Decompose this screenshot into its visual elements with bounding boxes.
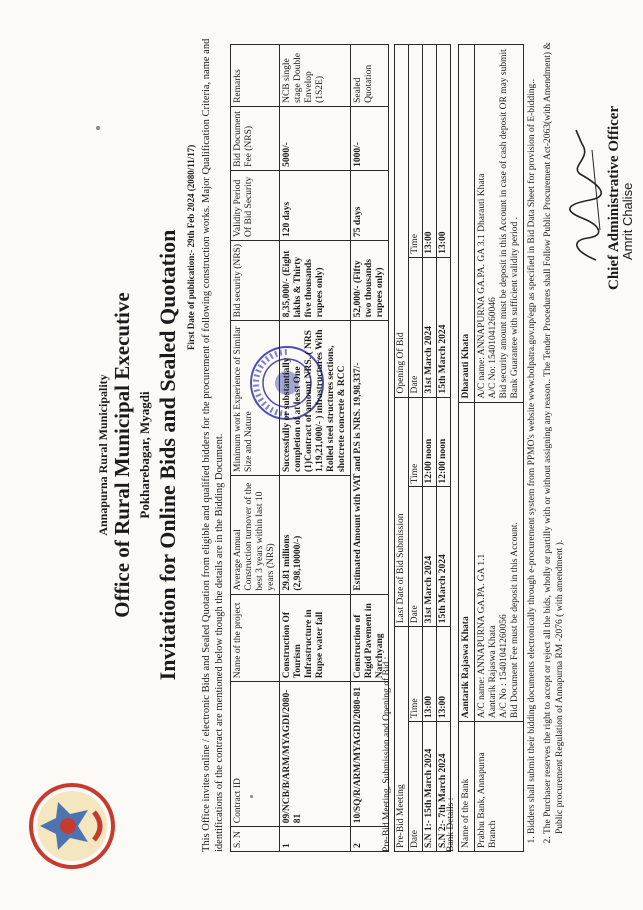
cell-contract-id: 09/NCB/B/ARM/MYAGDI/2080-81 — [280, 682, 351, 827]
header-remarks: Remarks — [231, 45, 280, 107]
cell-doc-fee: 5000/- — [280, 106, 351, 170]
cell-open-time: 13:00 — [437, 45, 451, 258]
header-date: Date — [409, 257, 423, 397]
cell-bank-name: Prabhu Bank, Annapurna Branch — [475, 722, 524, 852]
header-project-name: Name of the project — [231, 594, 280, 682]
header-last-submission: Last Date of Bid Submission — [395, 397, 409, 627]
header-date: Date — [409, 722, 423, 852]
scan-speck — [250, 795, 253, 798]
bank-details-table — [458, 44, 524, 852]
note-item: 1. Bidders shall submit their bidding documents electronically through e-procurement system from PPMO's website www.bolpatra.gov.np/egp as specified in Bid Data Sheet for provision of E-bidding.. — [526, 22, 538, 834]
nepal-emblem-icon — [28, 782, 116, 870]
cell-estimated-amount: Estimated Amount with VAT and P.S is NRS. 19,98,337/- — [351, 321, 389, 594]
municipality-name: Annapurna Rural Municipality — [96, 374, 110, 536]
cell-dharauti-details — [475, 45, 524, 403]
header-dharauti-khata: Dharauti Khata — [459, 45, 475, 403]
cell-remarks: Sealed Quotation — [351, 45, 389, 107]
cell-open-date: 31st March 2024 — [423, 257, 437, 397]
header-experience: Minimum work Experience of Similar Size and Nature — [231, 321, 280, 476]
signatory-title: Chief Administrative Officer — [606, 105, 622, 290]
table-row — [437, 45, 451, 852]
note-item: 2. The Purchaser reserves the right to accept or reject all the bids, wholly or partilly with or without assigning any reason.. The Tender Procedures shall Follow Public Procurement Act-2063(with Amendment) & Public procurement Regulation of Annapurna RM -2076 ( with amendment ). — [542, 22, 566, 834]
cell-turnover: 29.81 millions (2,98,10000/-) — [280, 476, 351, 595]
table-header-row — [231, 45, 280, 852]
prebid-section-label: Pre-Bid Meeting, Submission and Opening of Bid : — [382, 656, 392, 852]
cell-experience: Successfully or substantially completion of at least One (1)Contract of amount NRS. ( NRS 1,19,21,000/- ) infrastructures With Rolled steel structures sections, shotcrete concrete & RCC — [280, 321, 351, 476]
dharauti-ac-no: A/C No: 15401041260046 — [488, 297, 498, 399]
header-sn: S. N — [231, 827, 280, 852]
cell-project-name: Construction Of Tourism Infrastructure in Rupse water fall — [280, 594, 351, 682]
header-bank-name: Name of the Bank — [459, 722, 475, 852]
cell-project-name: Construction of Rigid Pavement in Narchyang — [351, 594, 389, 682]
scan-speck — [96, 126, 100, 130]
table-row — [280, 45, 351, 852]
cell-validity: 75 days — [351, 170, 389, 240]
aantarik-ac-name: A/C name: ANNAPURNA GA.PA. GA 1.1 — [477, 553, 487, 719]
dharauti-ac-name: A/C name: ANNAPURNA GA.PA. GA 3.1 Dharauti Khata — [477, 173, 487, 399]
table-row — [475, 45, 524, 852]
cell-bid-security: 52,000/- (Fifty two thousands rupees only) — [351, 240, 389, 320]
header-validity: Validity Period Of Bid Security — [231, 170, 280, 240]
cell-sn: 2 — [351, 827, 389, 852]
cell-prebid-date: S.N 2:- 7th March 2024 — [437, 722, 451, 852]
office-location: Pokharebagar, Myagdi — [137, 391, 152, 519]
cell-prebid-time: 13:00 — [423, 627, 437, 722]
publication-date: First Date of publication:- 29th Feb 2024 (2080/11/17) — [186, 144, 196, 350]
header-time: Time — [409, 627, 423, 722]
header-doc-fee: Bid Document Fee (NRS) — [231, 106, 280, 170]
cell-prebid-time: 13:00 — [437, 627, 451, 722]
cell-last-time: 12:00 noon — [437, 397, 451, 487]
header-contract-id: Contract ID — [231, 682, 280, 827]
prebid-schedule-table — [394, 44, 451, 852]
bank-section-label: Bank Details : — [446, 797, 456, 852]
dharauti-note: Bid security amount must be deposit in this Account in case of cash deposit OR may submit Bank Guarantee with sufficient validity period . — [499, 49, 520, 399]
header-time: Time — [409, 45, 423, 258]
aantarik-khata: Aantarik Rajaswa Khata — [488, 625, 498, 719]
signature-icon — [562, 120, 606, 270]
office-title: Office of Rural Municipal Executive — [110, 292, 134, 618]
aantarik-ac-no: A/C No : 15401041260056 — [499, 614, 509, 719]
table-row — [423, 45, 437, 852]
signatory-name: Amrit Chalise — [620, 182, 635, 260]
intro-paragraph: This Office invites online / electronic Bids and Sealed Quotation from eligible and qualified bidders for the procurement of following construction works. Major Qualification Criteria, name and identifications of the contract are mentioned below though the details are in the Bidding Document. — [201, 38, 225, 852]
cell-prebid-date: S.N 1:- 15th March 2024 — [423, 722, 437, 852]
cell-last-time: 12:00 noon — [423, 397, 437, 487]
cell-validity: 120 days — [280, 170, 351, 240]
header-time: Time — [409, 397, 423, 487]
cell-doc-fee: 1000/- — [351, 106, 389, 170]
table-header-row — [459, 45, 475, 852]
cell-open-date: 15th March 2024 — [437, 257, 451, 397]
header-turnover: Average Annual Construction turnover of the best 3 years within last 10 years (NRS) — [231, 476, 280, 595]
aantarik-note: Bid Document Fee must be deposit in this Account. — [510, 522, 520, 719]
cell-remarks: NCB single stage Double Envelop (1S2E) — [280, 45, 351, 107]
header-prebid-meeting: Pre-Bid Meeting — [395, 627, 409, 852]
contract-table — [230, 44, 389, 852]
cell-aantarik-details — [475, 402, 524, 722]
cell-sn: 1 — [280, 827, 351, 852]
header-date: Date — [409, 487, 423, 627]
cell-last-date: 15th March 2024 — [437, 487, 451, 627]
cell-open-time: 13:00 — [423, 45, 437, 258]
header-opening: Opening Of Bid — [395, 45, 409, 398]
header-bid-security: Bid security (NRS) — [231, 240, 280, 320]
header-aantarik-khata: Aantarik Rajaswa Khata — [459, 402, 475, 722]
cell-bid-security: 8,35,000/- (Eight lakhs & Thirty five thousands rupees only) — [280, 240, 351, 320]
notice-title: Invitation for Online Bids and Sealed Quotation — [155, 229, 180, 681]
cell-contract-id: 10/SQ/R/ARM/MYAGDI/2080-81 — [351, 682, 389, 827]
cell-last-date: 31st March 2024 — [423, 487, 437, 627]
table-header-row — [409, 45, 423, 852]
table-header-row — [395, 45, 409, 852]
